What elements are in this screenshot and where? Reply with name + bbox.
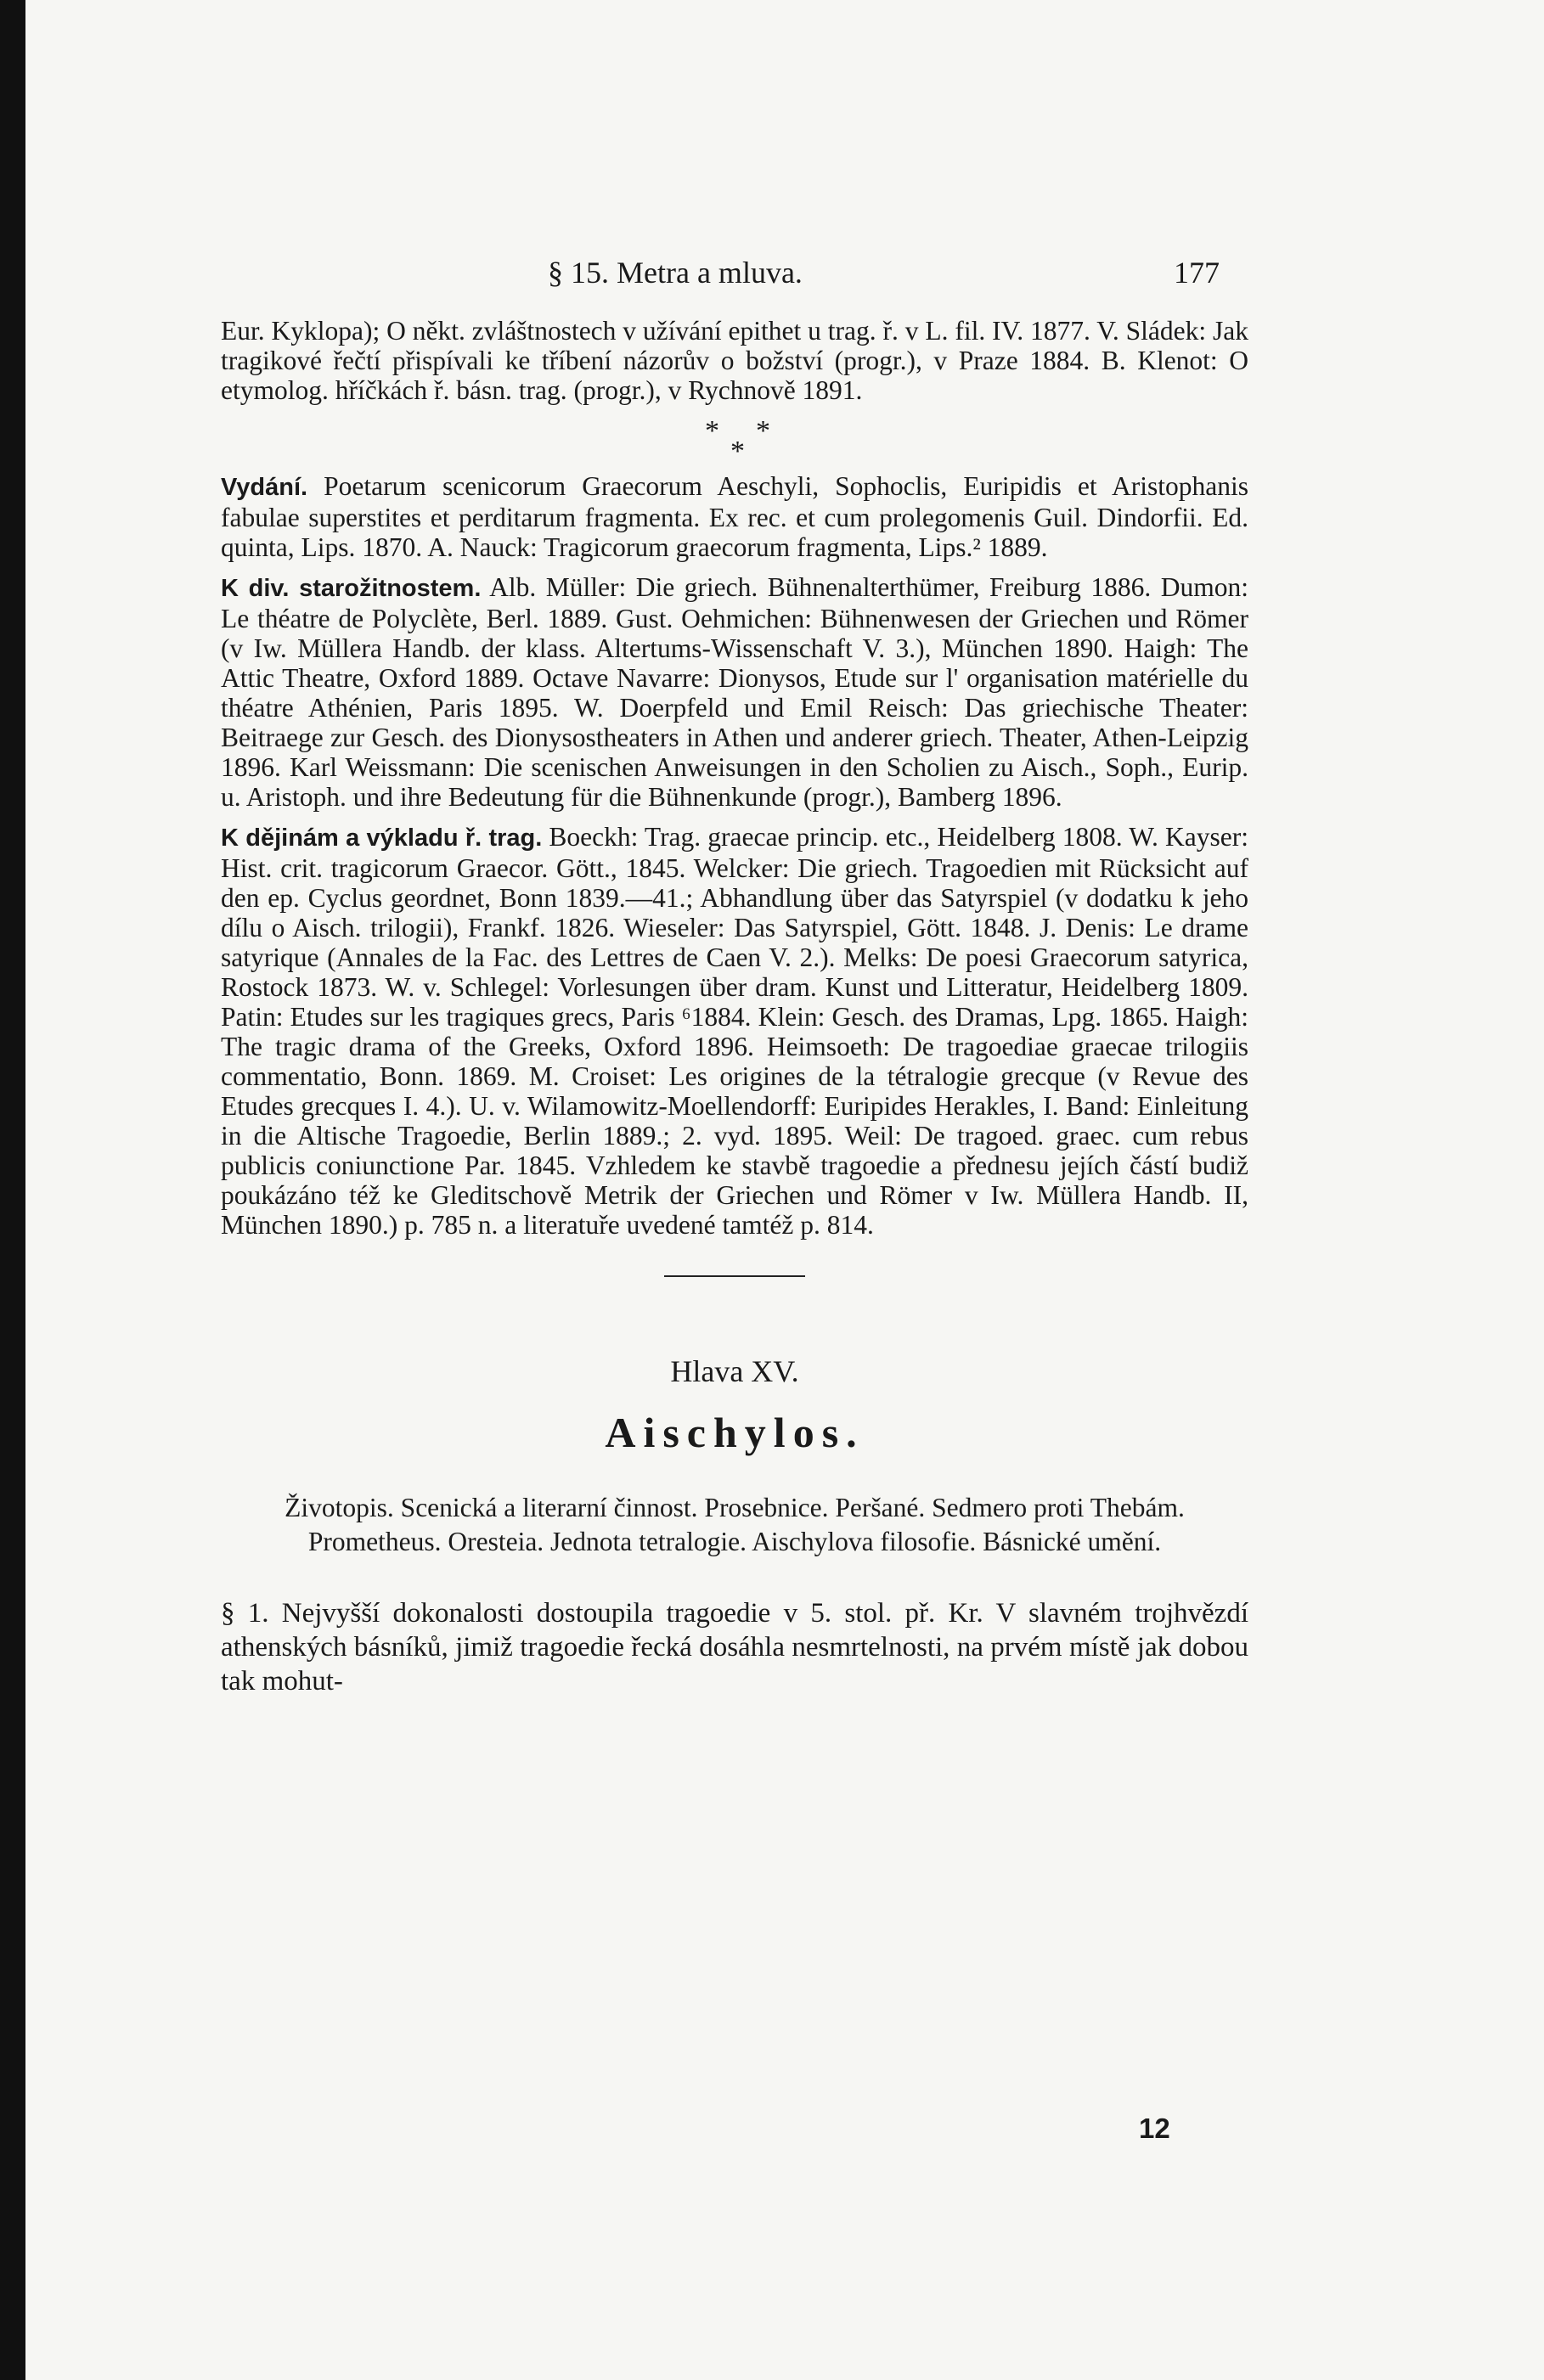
paragraph-bibliography-intro: Eur. Kyklopa); O někt. zvláštnostech v užívání epithet u trag. ř. v L. fil. IV. 1877. V. Sládek: Jak tragikové řečtí přispívali ke tříbení názorův o božství (progr.), v Praze 1884. B. Klenot: O etymolog. hříčkách ř. básn. trag. (progr.), v Rychnově 1891. [221, 316, 1248, 405]
star-right: * [756, 415, 770, 447]
lead-starozitnostem: K div. starožitnostem. [221, 575, 482, 602]
lead-dejinam: K dějinám a výkladu ř. trag. [221, 824, 543, 852]
page-body [221, 316, 1248, 1698]
page-number: 177 [1174, 256, 1220, 290]
paragraph-starozitnostem [221, 572, 1248, 812]
horizontal-rule [664, 1275, 805, 1277]
text-dejinam: Boeckh: Trag. graecae princip. etc., Heidelberg 1808. W. Kayser: Hist. crit. tragicorum Graecor. Gött., 1845. Welcker: Die griech. Tragoedien mit Rücksicht auf den ep. Cyclus geordnet, Bonn 1839.—41.; Abhandlung über das Satyrspiel (v dodatku k jeho dílu o Aisch. trilogii), Frankf. 1826. Wieseler: Das Satyrspiel, Gött. 1848. J. Denis: Le drame satyrique (Annales de la Fac. des Lettres de Caen V. 2.). Melks: De poesi Graecorum satyrica, Rostock 1873. W. v. Schlegel: Vorlesungen über dram. Kunst und Litteratur, Heidelberg 1809. Patin: Etudes sur les tragiques grecs, Paris ⁶1884. Klein: Gesch. des Dramas, Lpg. 1865. Haigh: The tragic drama of the Greeks, Oxford 1896. Heimsoeth: De tragoediae graecae trilogiis commentatio, Bonn. 1869. M. Croiset: Les origines de la tétralogie grecque (v Revue des Etudes grecques I. 4.). U. v. Wilamowitz-Moellendorff: Euripides Herakles, I. Band: Einleitung in die Altische Tragoedie, Berlin 1889.; 2. vyd. 1895. Weil: De tragoed. graec. cum rebus publicis coniunctione Par. 1845. Vzhledem ke stavbě tragoedie a přednesu jejích částí budiž poukázáno též ke Gleditschově Metrik der Griechen und Römer v Iw. Müllera Handb. II, München 1890.) p. 785 n. a literatuře uvedené tamtéž p. 814. [221, 822, 1248, 1240]
star-left: * [705, 415, 719, 447]
signature-mark: 12 [1139, 2113, 1170, 2144]
running-head: § 15. Metra a mluva. [548, 256, 803, 290]
chapter-title: Aischylos. [605, 1409, 865, 1456]
paragraph-dejinam [221, 822, 1248, 1240]
book-page [25, 0, 1544, 2380]
paragraph-vydani [221, 471, 1248, 562]
text-vydani: Poetarum scenicorum Graecorum Aeschyli, Sophoclis, Euripidis et Aristophanis fabulae superstites et perditarum fragmenta. Ex rec. et cum prolegomenis Guil. Dindorfii. Ed. quinta, Lips. 1870. A. Nauck: Tragicorum graecorum fragmenta, Lips.² 1889. [221, 471, 1248, 562]
star-center: * [730, 436, 745, 467]
section-1-text: § 1. Nejvyšší dokonalosti dostoupila tragoedie v 5. stol. př. Kr. V slavném trojhvězdí athenských básníků, jimiž tragoedie řecká dosáhla nesmrtelnosti, na prvém místě jak dobou tak mohut- [221, 1598, 1248, 1696]
lead-vydani: Vydání. [221, 474, 308, 501]
page-header [25, 255, 1544, 306]
chapter-label: Hlava XV. [670, 1354, 799, 1388]
scan-edge [0, 0, 25, 2380]
text-starozitnostem: Alb. Müller: Die griech. Bühnenalterthümer, Freiburg 1886. Dumon: Le théatre de Polyclète, Berl. 1889. Gust. Oehmichen: Bühnenwesen der Griechen und Römer (v Iw. Müllera Handb. der klass. Altertums-Wissenschaft V. 3.), München 1890. Haigh: The Attic Theatre, Oxford 1889. Octave Navarre: Dionysos, Etude sur l' organisation matérielle du théatre Athénien, Paris 1895. W. Doerpfeld und Emil Reisch: Das griechische Theater: Beitraege zur Gesch. des Dionysostheaters in Athen und anderer griech. Theater, Athen-Leipzig 1896. Karl Weissmann: Die scenischen Anweisungen in den Scholien zu Aisch., Soph., Eurip. u. Aristoph. und ihre Bedeutung für die Bühnenkunde (progr.), Bamberg 1896. [221, 572, 1248, 812]
section-divider-stars [221, 415, 1248, 468]
chapter-contents: Životopis. Scenická a literarní činnost. Prosebnice. Peršané. Sedmero proti Thebám. Prometheus. Oresteia. Jednota tetralogie. Aischylova filosofie. Básnické umění. [285, 1493, 1185, 1556]
